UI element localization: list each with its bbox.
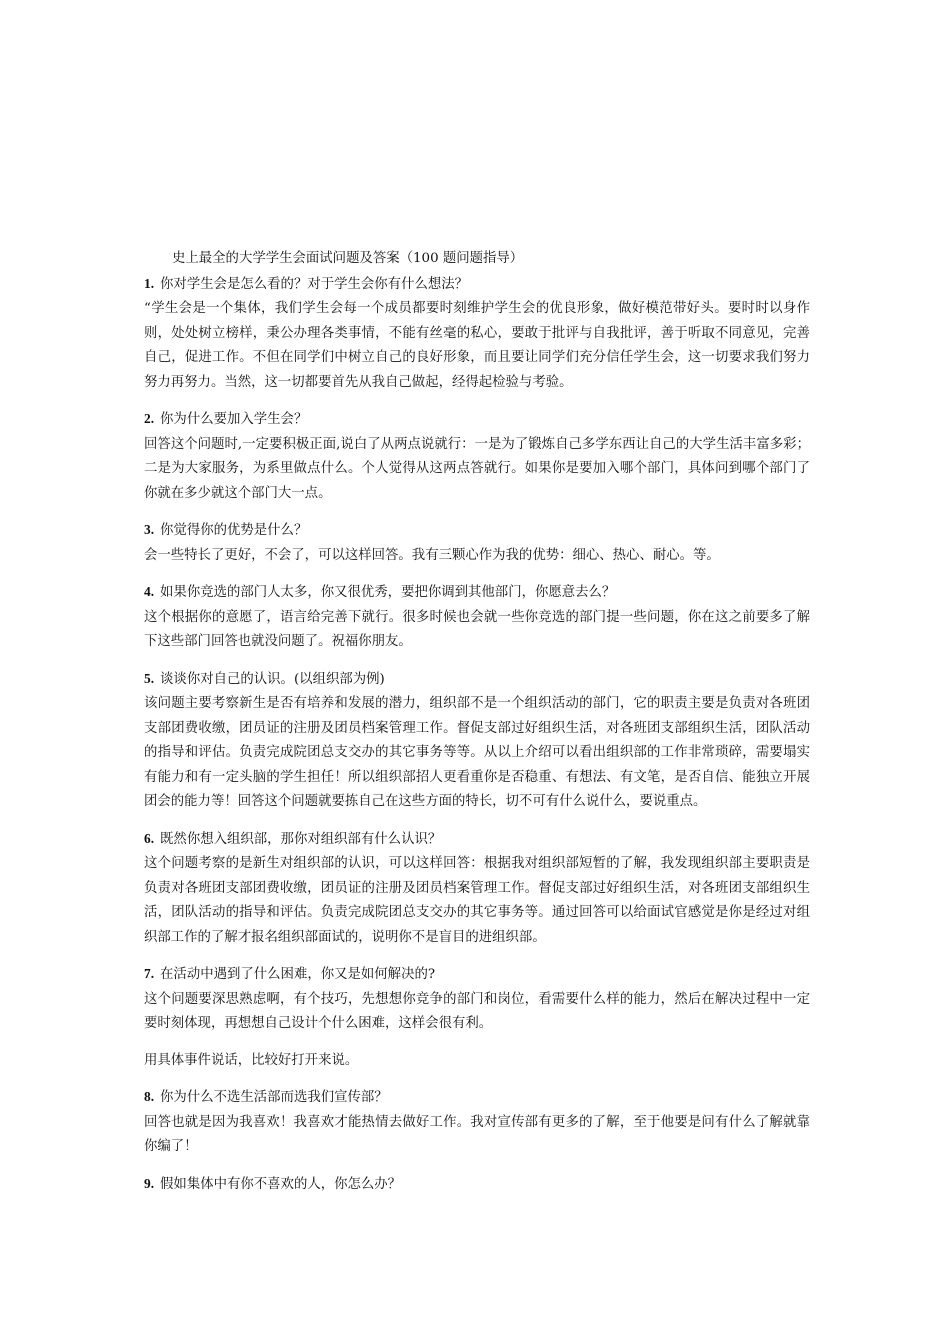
question-heading — [144, 580, 810, 606]
question-number: 2. — [144, 411, 155, 426]
answer-text: 会一些特长了更好，不会了，可以这样回答。我有三颗心作为我的优势：细心、热心、耐心。等。 — [144, 547, 720, 563]
question-number: 6. — [144, 830, 155, 846]
question-text: 在活动中遇到了什么困难，你又是如何解决的? — [160, 967, 436, 982]
qa-item-1 — [144, 272, 810, 396]
question-text: 既然你想入组织部，那你对组织部有什么认识？ — [160, 831, 442, 847]
question-text: 你为什么不选生活部而选我们宣传部？ — [160, 1090, 388, 1105]
question-number: 9. — [144, 1175, 155, 1191]
answer-text: 这个根据你的意愿了，语言给完善下就行。很多时候也会就一些你竞选的部门提一些问题，你在这之前要多了解下这些部门回答也就没问题了。祝福你朋友。 — [144, 609, 810, 649]
answer-text: 这个问题要深思熟虑啊，有个技巧，先想想你竞争的部门和岗位，看需要什么样的能力，然后在解决过程中一定要时刻体现，再想想自己设计个什么困难，这样会很有利。 — [144, 991, 810, 1031]
answer-extra-text: 用具体事件说话，比较好打开来说。 — [144, 1052, 359, 1068]
question-number: 3. — [144, 522, 155, 537]
question-heading — [144, 962, 810, 988]
question-heading — [144, 1085, 810, 1111]
qa-item-5 — [144, 667, 810, 815]
question-text: 谈谈你对自己的认识。(以组织部为例) — [160, 671, 385, 687]
question-number: 5. — [144, 670, 155, 686]
qa-item-9 — [144, 1172, 810, 1198]
answer-text: 回答也就是因为我喜欢！我喜欢才能热情去做好工作。我对宣传部有更多的了解，至于他要是问有什么了解就靠你编了！ — [144, 1114, 810, 1154]
qa-item-2 — [144, 407, 810, 506]
question-text: 你为什么要加入学生会？ — [160, 412, 308, 427]
document-title: 史上最全的大学学生会面试问题及答案（100 题问题指导） — [172, 251, 524, 266]
qa-item-3 — [144, 518, 810, 568]
question-number: 4. — [144, 584, 155, 599]
qa-item-8 — [144, 1085, 810, 1160]
question-heading — [144, 827, 810, 853]
qa-item-7 — [144, 962, 810, 1073]
question-number: 7. — [144, 966, 155, 981]
answer-text: 回答这个问题时,一定要积极正面,说白了从两点说就行：一是为了锻炼自己多学东西让自己的大学生活丰富多彩；二是为大家服务，为系里做点什么。个人觉得从这两点答就行。如果你是要加入哪个部门，具体问到哪个部门了你就在多少就这个部门大一点。 — [144, 436, 810, 501]
question-heading — [144, 272, 810, 298]
question-text: 如果你竞选的部门人太多，你又很优秀，要把你调到其他部门，你愿意去么？ — [160, 585, 616, 600]
document-body — [144, 247, 810, 1209]
question-heading — [144, 407, 810, 433]
qa-item-6 — [144, 827, 810, 951]
qa-item-4 — [144, 580, 810, 655]
question-number: 1. — [144, 275, 155, 291]
question-text: 假如集体中有你不喜欢的人，你怎么办？ — [160, 1176, 402, 1192]
answer-text: 该问题主要考察新生是否有培养和发展的潜力，组织部不是一个组织活动的部门，它的职责主要是负责对各班团支部团费收缴，团员证的注册及团员档案管理工作。督促支部过好组织生活，对各班团支部组织生活，团队活动的指导和评估。负责完成院团总支交办的其它事务等等。从以上介绍可以看出组织部的工作非常琐碎，需要塌实有能力和有一定头脑的学生担任！所以组织部招人更看重你是否稳重、有想法、有文笔，是否自信、能独立开展团会的能力等！回答这个问题就要拣自己在这些方面的特长，切不可有什么说什么，要说重点。 — [144, 696, 810, 809]
question-heading — [144, 518, 810, 544]
question-heading — [144, 667, 810, 693]
answer-text: “学生会是一个集体，我们学生会每一个成员都要时刻维护学生会的优良形象，做好模范带好头。要时时以身作则，处处树立榜样，秉公办理各类事情，不能有丝毫的私心，要敢于批评与自我批评，善于听取不同意见，完善自己，促进工作。不但在同学们中树立自己的良好形象，而且要让同学们充分信任学生会，这一切要求我们努力努力再努力。当然，这一切都要首先从我自己做起，经得起检验与考验。 — [144, 301, 810, 390]
answer-text: 这个问题考察的是新生对组织部的认识，可以这样回答：根据我对组织部短暂的了解，我发现组织部主要职责是负责对各班团支部团费收缴，团员证的注册及团员档案管理工作。督促支部过好组织生活，对各班团支部组织生活，团队活动的指导和评估。负责完成院团总支交办的其它事务等。通过回答可以给面试官感觉是你是经过对组织部工作的了解才报名组织部面试的，说明你不是盲目的进组织部。 — [144, 856, 810, 945]
question-text: 你觉得你的优势是什么？ — [160, 523, 308, 538]
question-text: 你对学生会是怎么看的？对于学生会你有什么想法？ — [160, 276, 469, 292]
question-number: 8. — [144, 1089, 155, 1104]
question-heading — [144, 1172, 810, 1198]
